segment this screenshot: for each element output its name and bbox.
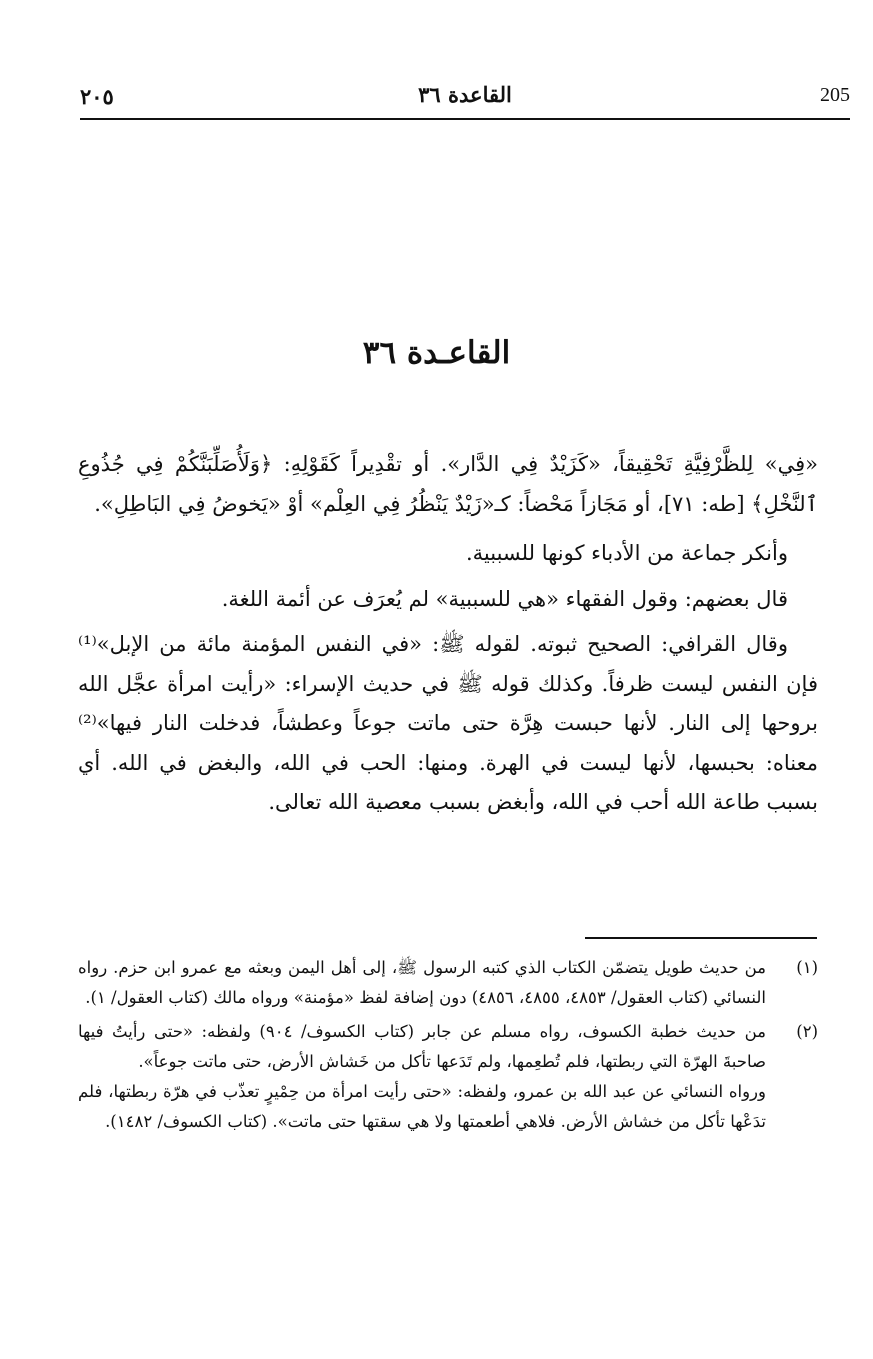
page-header: [80, 80, 850, 120]
page-number-latin: 205: [820, 84, 850, 106]
body-paragraph: وقال القرافي: الصحيح ثبوته. لقوله ﷺ: «في النفس المؤمنة مائة من الإبل»⁽¹⁾ فإن النفس ليست ظرفاً. وكذلك قوله ﷺ في حديث الإسراء: «رأيت امرأة عجَّل الله بروحها إلى النار. لأنها حبست هِرَّة حتى ماتت جوعاً وعطشاً، فدخلت النار فيها»⁽²⁾ معناه: بحبسها، لأنها ليست في الهرة. ومنها: الحب في الله، والبغض في الله. أي بسبب طاعة الله أحب في الله، وأبغض بسبب معصية الله تعالى.: [78, 632, 818, 814]
footnote-text: من حديث طويل يتضمّن الكتاب الذي كتبه الرسول ﷺ، إلى أهل اليمن وبعثه مع عمرو ابن حزم. رواه النسائي (كتاب العقول/ ٤٨٥٣، ٤٨٥٥، ٤٨٥٦) دون إضافة لفظ «مؤمنة» ورواه مالك (كتاب العقول/ ١).: [78, 958, 766, 1007]
main-text: [78, 445, 818, 829]
footnote-text: من حديث خطبة الكسوف، رواه مسلم عن جابر (كتاب الكسوف/ ٩٠٤) ولفظه: «حتى رأيتُ فيها صاحبةَ الهرّة التي ربطتها، فلم تُطعِمها، ولم تَدَعها تأكل من خَشاش الأرض، حتى ماتت جوعاً».: [78, 1022, 767, 1071]
footnote-2: [78, 1017, 818, 1137]
running-title: القاعدة ٣٦: [418, 82, 512, 107]
body-paragraph: قال بعضهم: وقول الفقهاء «هي للسببية» لم يُعرَف عن أئمة اللغة.: [221, 586, 788, 611]
body-paragraph: وأنكر جماعة من الأدباء كونها للسببية.: [465, 541, 788, 565]
body-paragraph: «فِي» لِلظَّرْفِيَّةِ تَحْقِيقاً، «كَزَيْدٌ فِي الدَّار». أو تقْدِيراً كَقَوْلِهِ: ﴿وَلَأُصَلِّبَنَّكُمْ فِي جُذُوعِ ٱلنَّخْلِ﴾ [طه: ٧١]، أو مَجَازاً مَحْضاً: كـ«زَيْدٌ يَنْظُرُ فِي العِلْم» أوْ «يَخوضُ فِي البَاطِلِ».: [78, 452, 818, 516]
footnote-text: ورواه النسائي عن عبد الله بن عمرو، ولفظه: «حتى رأيت امرأة من حِمْيرٍ تعذّب في هرّة ربطتها، فلم تدَعْها تأكل من خشاش الأرض. فلاهي أطعمتها ولا هي سقتها حتى ماتت». (كتاب الكسوف/ ١٤٨٢).: [78, 1082, 766, 1131]
page-number-arabic: ٢٠٥: [80, 84, 114, 109]
footnotes: [78, 953, 818, 1141]
chapter-title: القاعـدة ٣٦: [362, 335, 511, 371]
footnote-marker: (٢): [796, 1022, 818, 1041]
footnote-1: [78, 953, 818, 1013]
footnote-divider: [585, 937, 817, 939]
footnote-marker: (١): [796, 958, 818, 977]
